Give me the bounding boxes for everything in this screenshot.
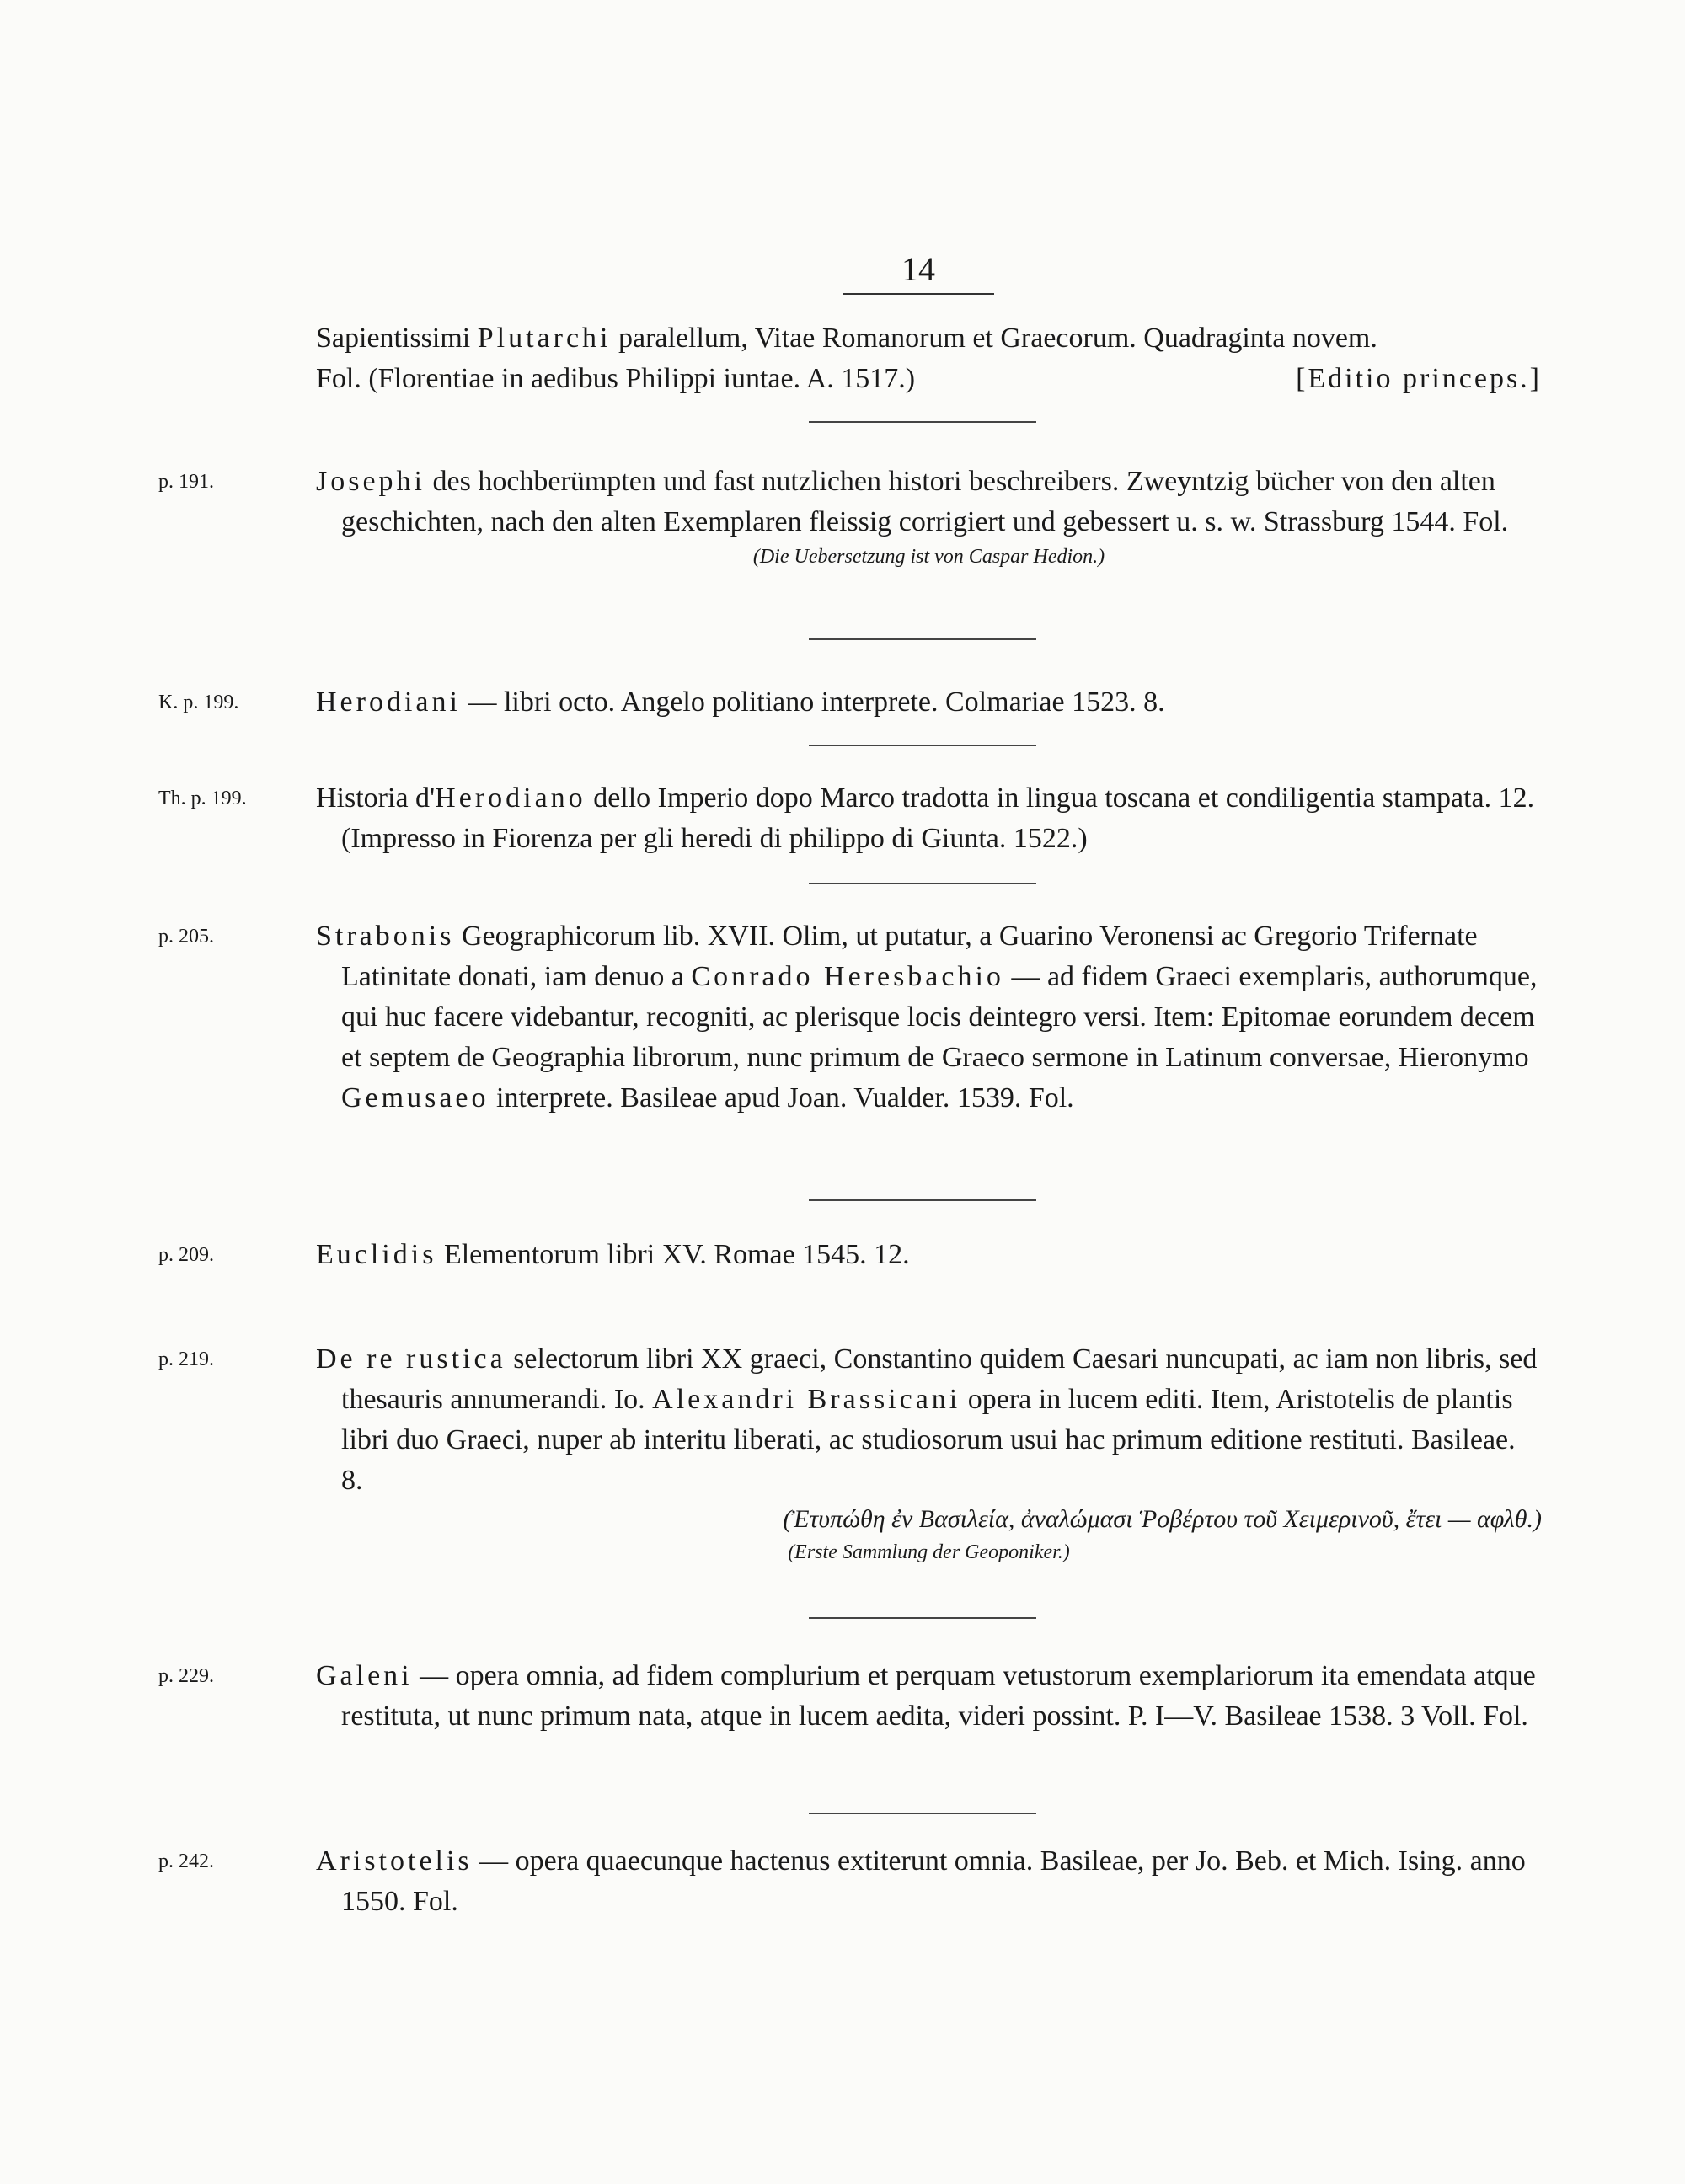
page-reference: K. p. 199.	[158, 692, 239, 713]
divider	[809, 1617, 1036, 1619]
entry-text: Sapientissimi Plutarchi paralellum, Vitae Romanorum et Graecorum. Quadraginta novem. Fol. (Florentiae in aedibus Philippi iuntae. A. 1517.) [Editio princeps.]	[316, 318, 1542, 399]
divider	[809, 421, 1036, 423]
divider	[809, 1813, 1036, 1814]
author-name: Herodiano	[435, 782, 586, 814]
author-name: Herodiani	[316, 686, 461, 718]
entry-plutarchi	[316, 318, 1542, 399]
author-name: Aristotelis	[316, 1845, 473, 1877]
page-reference: p. 242.	[158, 1850, 214, 1872]
entry-galeni: Galeni — opera omnia, ad fidem complurium et perquam vetustorum exemplariorum ita emendata atque restituta, ut nunc primum nata, atque in lucem aedita, videri possint. P. I—V. Basileae 1538. 3 Voll. Fol.	[316, 1660, 1536, 1732]
entry-euclidis: Euclidis Elementorum libri XV. Romae 1545. 12.	[316, 1239, 910, 1270]
entry-strabonis: Strabonis Geographicorum lib. XVII. Olim, ut putatur, a Guarino Veronensi ac Gregorio Trifernate Latinitate donati, iam denuo a Conrado Heresbachio — ad fidem Graeci exemplaris, authorumque, qui huc facere videbantur, recogniti, ac plerisque locis deintegro versi. Item: Epitomae eorundem decem et septem de Geographia librorum, nunc primum de Graeco sermone in Latinum conversae, Hieronymo Gemusaeo interprete. Basileae apud Joan. Vualder. 1539. Fol.	[316, 921, 1538, 1113]
greek-colophon: (Ἐτυπώθη ἐν Βασιλεία, ἀναλώμασι Ῥοβέρτου τοῦ Χειμερινοῦ, ἔτει — αφλθ.)	[783, 1505, 1542, 1533]
page-reference: p. 205.	[158, 926, 214, 948]
divider	[809, 638, 1036, 640]
edition-tag: [Editio princeps.]	[1296, 363, 1542, 394]
entry-josephi: Josephi des hochberümpten und fast nutzlichen histori beschreibers. Zweyntzig bücher von den alten geschichten, nach den alten Exemplaren fleissig corrigiert und gebessert u. s. w. Strassburg 1544. Fol. (Die Uebersetzung ist von Caspar Hedion.)	[316, 462, 1542, 571]
entry-de-re-rustica: De re rustica selectorum libri XX graeci, Constantino quidem Caesari nuncupati, ac iam non libris, sed thesauris annumerandi. Io. Alexandri Brassicani opera in lucem editi. Item, Aristotelis de plantis libri duo Graeci, nuper ab interitu liberati, ac studiosorum usui hac primum editione restituti. Basileae. 8. (Ἐτυπώθη ἐν Βασιλεία, ἀναλώμασι Ῥοβέρτου τοῦ Χειμερινοῦ, ἔτει — αφλθ.) (Erste Sammlung der Geoponiker.)	[316, 1339, 1542, 1567]
author-name: Strabonis	[316, 921, 455, 952]
author-name: Galeni	[316, 1660, 413, 1691]
author-name: De re rustica	[316, 1343, 506, 1375]
author-name: Conrado Heresbachio	[691, 961, 1004, 992]
author-name: Plutarchi	[477, 323, 612, 354]
entry-herodiani: Herodiani — libri octo. Angelo politiano interprete. Colmariae 1523. 8.	[316, 686, 1165, 718]
page-number: 14	[842, 249, 994, 295]
divider	[809, 1199, 1036, 1201]
author-name: Josephi	[316, 466, 425, 497]
entry-note: (Die Uebersetzung ist von Caspar Hedion.)	[752, 546, 1105, 568]
author-name: Alexandri Brassicani	[652, 1384, 961, 1415]
page-reference: p. 209.	[158, 1244, 214, 1266]
divider	[809, 883, 1036, 884]
divider	[809, 745, 1036, 746]
entry-note: (Erste Sammlung der Geoponiker.)	[788, 1541, 1070, 1563]
page-reference: Th. p. 199.	[158, 788, 247, 809]
page-reference: p. 219.	[158, 1348, 214, 1370]
entry-herodiano: Historia d'Herodiano dello Imperio dopo Marco tradotta in lingua toscana et condiligentia stampata. 12. (Impresso in Fiorenza per gli heredi di philippo di Giunta. 1522.)	[316, 782, 1535, 854]
page-reference: p. 229.	[158, 1665, 214, 1687]
page-reference: p. 191.	[158, 471, 214, 493]
author-name: Euclidis	[316, 1239, 437, 1270]
author-name: Gemusaeo	[341, 1082, 489, 1113]
entry-aristotelis: Aristotelis — opera quaecunque hactenus extiterunt omnia. Basileae, per Jo. Beb. et Mich. Ising. anno 1550. Fol.	[316, 1845, 1526, 1917]
